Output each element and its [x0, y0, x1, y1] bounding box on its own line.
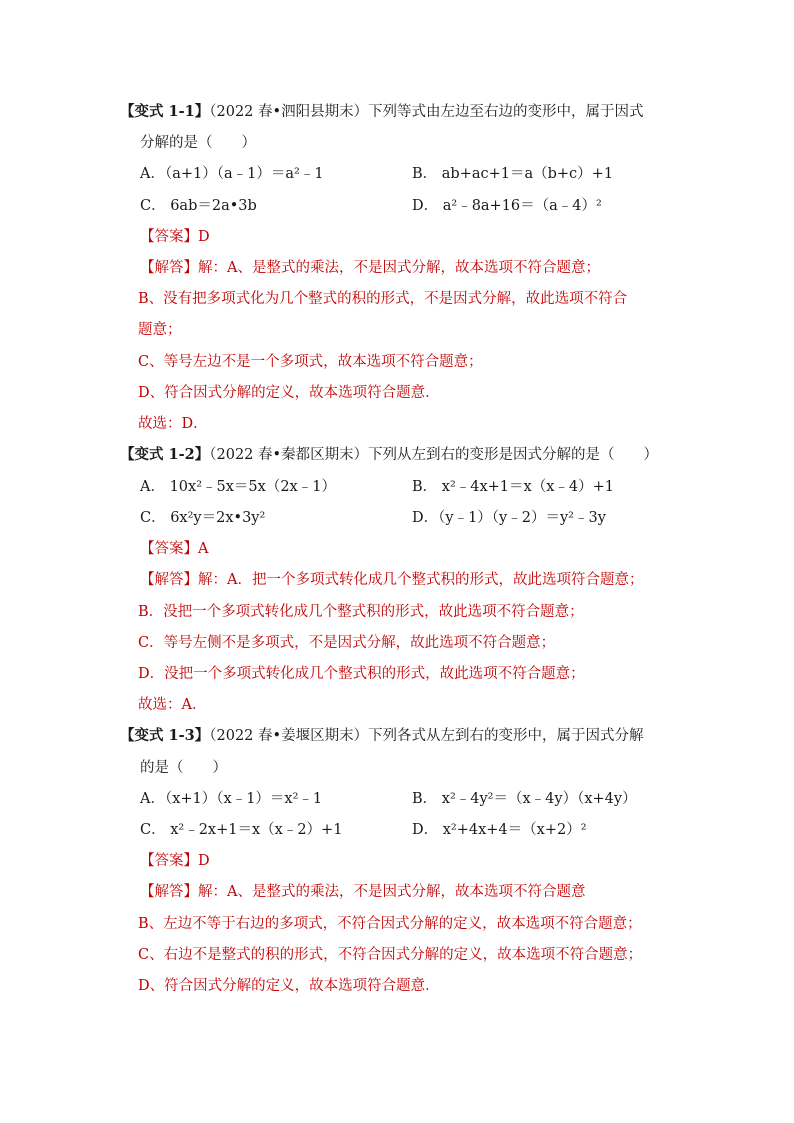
problem-3-header — [120, 726, 644, 746]
problem-2-header — [120, 445, 658, 465]
analysis-text: D、符合因式分解的定义，故本选项符合题意． — [138, 978, 440, 994]
answer-line — [140, 539, 208, 559]
analysis-text: B、左边不等于右边的多项式，不符合因式分解的定义，故本选项不符合题意； — [138, 916, 642, 932]
analysis-text: 解：A、是整式的乘法，不是因式分解，故本选项不符合题意； — [198, 260, 600, 276]
option-c: C． x²﹣2x+1＝x（x﹣2）+1 — [140, 822, 343, 838]
problem-source: （2022 春•秦都区期末） — [209, 447, 369, 463]
question-text: 下列各式从左到右的变形中，属于因式分解 — [368, 728, 644, 744]
analysis-line — [140, 570, 643, 590]
problem-label: 【变式 1-3】 — [120, 727, 210, 744]
option-d: D．（y﹣1）（y﹣2）＝y²﹣3y — [412, 510, 606, 526]
problem-label: 【变式 1-2】 — [120, 446, 210, 463]
answer-value: D — [198, 229, 210, 245]
option-c: C． 6x²y＝2x•3y² — [140, 510, 266, 526]
option-b: B． ab+ac+1＝a（b+c）+1 — [412, 166, 614, 182]
analysis-text: 解：A、是整式的乘法，不是因式分解，故本选项不符合题意 — [198, 884, 586, 900]
analysis-text: C、右边不是整式的积的形式，不符合因式分解的定义，故本选项不符合题意； — [138, 947, 643, 963]
option-b: B． x²﹣4y²＝（x﹣4y）（x+4y） — [412, 791, 637, 807]
analysis-line — [140, 882, 585, 902]
option-a: A．（x+1）（x﹣1）＝x²﹣1 — [140, 791, 323, 807]
option-a: A． 10x²﹣5x＝5x（2x﹣1） — [140, 479, 336, 495]
answer-value: D — [198, 853, 210, 869]
option-d: D． x²+4x+4＝（x+2）² — [412, 822, 587, 838]
option-b: B． x²﹣4x+1＝x（x﹣4）+1 — [412, 479, 614, 495]
analysis-text: D、符合因式分解的定义，故本选项符合题意． — [138, 385, 440, 401]
question-text-cont: 分解的是（ ） — [140, 135, 256, 151]
question-text: 下列从左到右的变形是因式分解的是（ ） — [368, 447, 659, 463]
analysis-label: 【解答】 — [140, 260, 198, 276]
analysis-text: C．等号左侧不是多项式，不是因式分解，故此选项不符合题意； — [138, 635, 556, 651]
analysis-label: 【解答】 — [140, 572, 198, 588]
answer-line — [140, 851, 210, 871]
question-text-cont: 的是（ ） — [140, 760, 227, 776]
analysis-label: 【解答】 — [140, 884, 198, 900]
analysis-text: B、没有把多项式化为几个整式的积的形式，不是因式分解，故此选项不符合 — [138, 291, 628, 307]
analysis-line — [140, 258, 600, 278]
problem-1-header — [120, 102, 644, 122]
analysis-text: 解：A．把一个多项式转化成几个整式积的形式，故此选项符合题意； — [198, 572, 644, 588]
analysis-text: D．没把一个多项式转化成几个整式积的形式，故此选项不符合题意； — [138, 666, 585, 682]
answer-label: 【答案】 — [140, 853, 198, 869]
question-text: 下列等式由左边至右边的变形中，属于因式 — [368, 104, 644, 120]
option-a: A．（a+1）（a﹣1）＝a²﹣1 — [140, 166, 324, 182]
answer-value: A — [198, 541, 209, 557]
option-d: D． a²﹣8a+16＝（a﹣4）² — [412, 198, 602, 214]
problem-source: （2022 春•泗阳县期末） — [209, 104, 369, 120]
problem-source: （2022 春•姜堰区期末） — [209, 728, 369, 744]
analysis-text: 故选：D． — [138, 416, 208, 432]
answer-label: 【答案】 — [140, 229, 198, 245]
answer-label: 【答案】 — [140, 541, 198, 557]
analysis-text: 题意； — [138, 322, 182, 338]
analysis-text: 故选：A． — [138, 697, 207, 713]
problem-label: 【变式 1-1】 — [120, 103, 210, 120]
analysis-text: C、等号左边不是一个多项式，故本选项不符合题意； — [138, 354, 483, 370]
answer-line — [140, 227, 210, 247]
analysis-text: B．没把一个多项式转化成几个整式积的形式，故此选项不符合题意； — [138, 604, 584, 620]
option-c: C． 6ab＝2a•3b — [140, 198, 257, 214]
